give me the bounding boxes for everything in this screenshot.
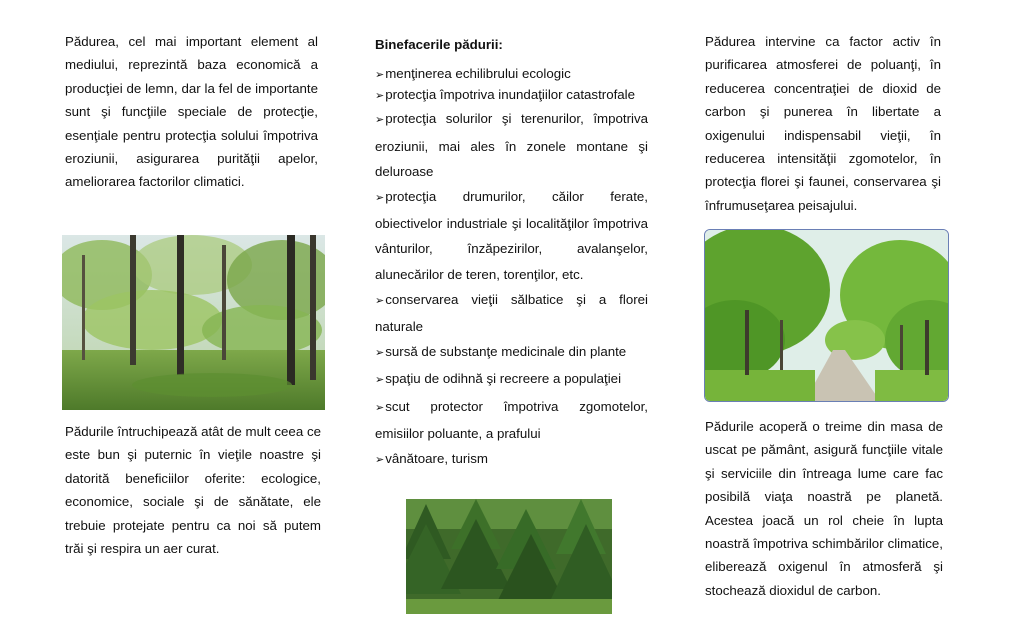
- benefits-title: Binefacerile pădurii:: [375, 37, 503, 52]
- forest-photo-deciduous: [62, 235, 325, 410]
- benefit-item: [375, 287, 648, 339]
- forest-photo-alley: [704, 229, 949, 402]
- benefit-text: protecţia solurilor şi terenurilor, împotriva eroziunii, mai ales în zonele montane şi deluroase: [375, 111, 648, 179]
- benefit-item: [375, 366, 648, 393]
- bullet-arrow-icon: ➢: [375, 294, 385, 307]
- benefit-item: [375, 446, 648, 473]
- benefit-item: [375, 184, 648, 287]
- bullet-arrow-icon: ➢: [375, 347, 385, 360]
- right-intro-text: Pădurea intervine ca factor activ în purificarea atmosferei de poluanţi, în reducerea concentraţiei de dioxid de carbon şi punerea în libertate a oxigenului indispensabil vieţii, în reducerea intensităţii zgomotelor, în protecţia florei şi faunei, conservarea şi înfrumuseţarea peisajului.: [705, 34, 941, 213]
- left-closing-paragraph: [65, 420, 321, 560]
- right-closing-paragraph: [705, 415, 943, 602]
- bullet-arrow-icon: ➢: [375, 90, 385, 103]
- bullet-arrow-icon: ➢: [375, 192, 385, 205]
- bullet-arrow-icon: ➢: [375, 401, 385, 414]
- benefit-item: [375, 106, 648, 184]
- benefit-text: sursă de substanţe medicinale din plante: [385, 344, 627, 360]
- benefit-text: conservarea vieţii sălbatice şi a florei naturale: [375, 291, 648, 335]
- left-intro-text: Pădurea, cel mai important element al mediului, reprezintă baza economică a producţiei de lemn, dar la fel de importante sunt şi funcţiile speciale de protecţie, esenţiale pentru protecţia solului împotriva eroziunii, asigurarea purităţii apelor, ameliorarea factorilor climatici.: [65, 34, 318, 190]
- bullet-arrow-icon: ➢: [375, 114, 385, 127]
- right-closing-text: Pădurile acoperă o treime din masa de uscat pe pământ, asigură funcţiile vitale şi serviciile din întreaga lume care fac posibilă viaţa noastră pe planetă. Acestea joacă un rol cheie în lupta noastră împotriva schimbărilor climatice, eliberează oxigenul în atmosferă şi stochează dioxidul de carbon.: [705, 419, 943, 598]
- benefit-text: vânătoare, turism: [385, 451, 488, 467]
- benefit-text: scut protector împotriva zgomotelor, emisiilor poluante, a prafului: [375, 398, 648, 441]
- benefit-item: [375, 394, 648, 446]
- right-intro-paragraph: [705, 30, 941, 217]
- bullet-arrow-icon: ➢: [375, 69, 385, 82]
- benefit-text: protecţia drumurilor, căilor ferate, obiectivelor industriale şi localităţilor împotriva vânturilor, înzăpezirilor, avalanşelor, alunecărilor de teren, torenţilor, etc.: [375, 189, 648, 282]
- benefits-list: [375, 64, 648, 473]
- bullet-arrow-icon: ➢: [375, 454, 385, 467]
- benefit-item: [375, 64, 648, 85]
- benefits-section: [375, 33, 648, 473]
- left-closing-text: Pădurile întruchipează atât de mult ceea ce este bun şi puternic în vieţile noastre şi datorită beneficiilor oferite: ecologice, economice, sociale şi de sănătate, ele trebuie protejate pentru ca noi să putem trăi şi respira un aer curat.: [65, 424, 321, 557]
- benefit-text: spaţiu de odihnă şi recreere a populaţiei: [385, 371, 622, 387]
- benefit-item: [375, 85, 648, 106]
- benefit-text: protecţia împotriva inundaţiilor catastrofale: [385, 87, 636, 103]
- bullet-arrow-icon: ➢: [375, 374, 385, 387]
- benefit-text: menţinerea echilibrului ecologic: [385, 66, 571, 82]
- benefit-item: [375, 339, 648, 366]
- left-intro-paragraph: [65, 30, 318, 194]
- forest-photo-conifers: [406, 499, 612, 614]
